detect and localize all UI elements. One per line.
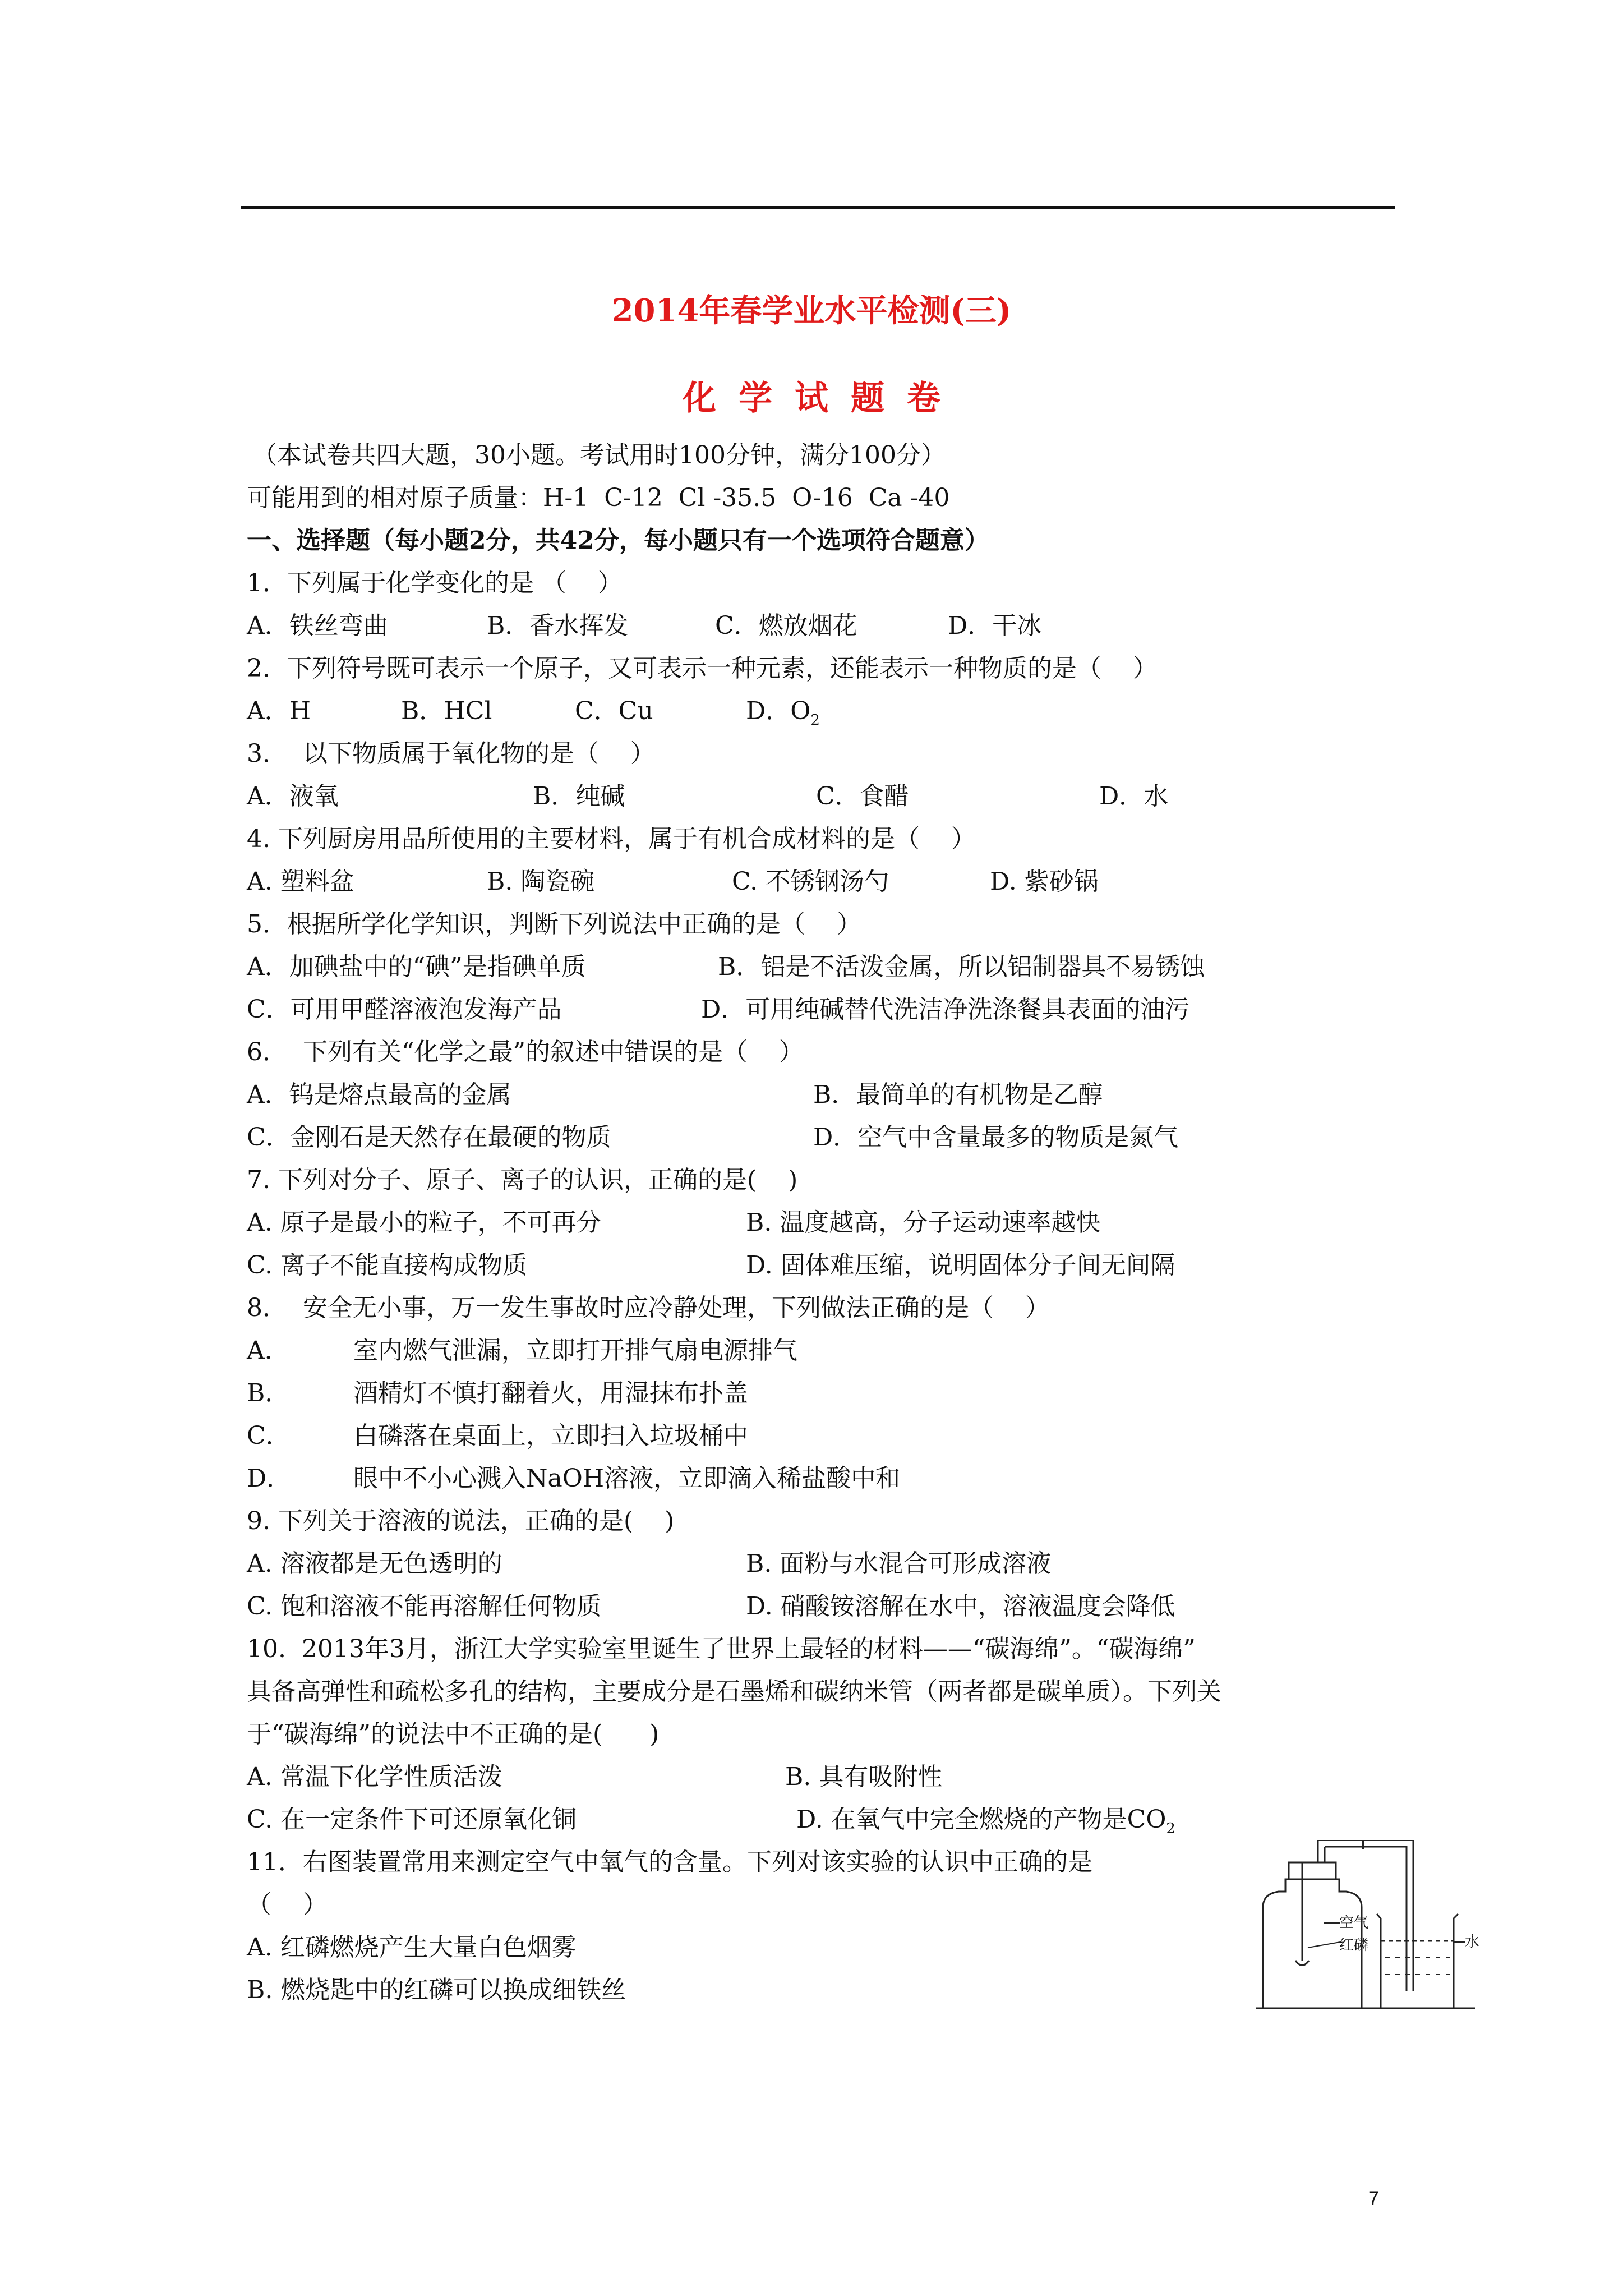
question-2: 2．下列符号既可表示一个原子，又可表示一种元素，还能表示一种物质的是（ ） — [247, 654, 1158, 683]
question-3: 3． 以下物质属于氧化物的是（ ） — [247, 739, 655, 768]
q6-option-b: B．最简单的有机物是乙醇 — [813, 1080, 1103, 1109]
q8-option-c-label: C． — [247, 1421, 291, 1450]
label-red-phosphorus: 红磷 — [1339, 1936, 1369, 1953]
question-11-line-1: 11．右图装置常用来测定空气中氧气的含量。下列对该实验的认识中正确的是 — [247, 1848, 1092, 1876]
q10-option-d: D. 在氧气中完全燃烧的产物是$CO_2$ — [796, 1805, 1175, 1837]
question-9: 9. 下列关于溶液的说法，正确的是( ) — [247, 1507, 675, 1535]
q10-option-a: A. 常温下化学性质活泼 — [247, 1763, 502, 1791]
question-5: 5．根据所学化学知识，判断下列说法中正确的是（ ） — [247, 910, 861, 938]
q5-option-b: B．铝是不活泼金属，所以铝制器具不易锈蚀 — [718, 953, 1205, 981]
q5-option-d: D．可用纯碱替代洗洁净洗涤餐具表面的油污 — [701, 995, 1190, 1024]
section-heading: 一、选择题（每小题2分，共42分，每小题只有一个选项符合题意） — [247, 526, 989, 555]
intro-text: （本试卷共四大题，30小题。考试用时100分钟，满分100分） — [252, 441, 946, 470]
page-number: 7 — [1368, 2188, 1379, 2209]
q8-option-b-label: B． — [247, 1379, 290, 1407]
question-4: 4. 下列厨房用品所使用的主要材料，属于有机合成材料的是（ ） — [247, 825, 976, 853]
page-title: 2014年春学业水平检测(三) — [611, 292, 1012, 329]
q7-option-c: C. 离子不能直接构成物质 — [247, 1251, 528, 1280]
q6-option-c: C．金刚石是天然存在最硬的物质 — [247, 1123, 611, 1152]
label-air: 空气 — [1339, 1914, 1369, 1931]
combustion-spoon-cup — [1295, 1961, 1309, 1966]
atomic-masses: 可能用到的相对原子质量：H-1 C-12 Cl -35.5 O-16 Ca -40 — [247, 484, 950, 512]
q7-option-a: A. 原子是最小的粒子，不可再分 — [247, 1208, 601, 1237]
question-10-line-1: 10. 2013年3月，浙江大学实验室里诞生了世界上最轻的材料——“碳海绵”。“碳海绵” — [247, 1635, 1196, 1663]
q8-option-a: 室内燃气泄漏，立即打开排气扇电源排气 — [353, 1336, 797, 1365]
q3-option-a: A．液氧 — [247, 782, 339, 811]
header-rule — [241, 206, 1395, 209]
q4-option-a: A. 塑料盆 — [247, 867, 354, 896]
q4-option-d: D. 紫砂锅 — [990, 867, 1099, 896]
rubber-stopper — [1289, 1862, 1336, 1879]
q9-option-a: A. 溶液都是无色透明的 — [247, 1549, 502, 1578]
q7-option-b: B. 温度越高，分子运动速率越快 — [746, 1208, 1101, 1237]
question-7: 7. 下列对分子、原子、离子的认识，正确的是( ) — [247, 1166, 798, 1194]
q5-option-a: A．加碘盐中的“碘”是指碘单质 — [247, 953, 586, 981]
q9-option-d: D. 硝酸铵溶解在水中，溶液温度会降低 — [746, 1592, 1175, 1621]
q6-option-a: A．钨是熔点最高的金属 — [247, 1080, 511, 1109]
q8-option-c: 白磷落在桌面上，立即扫入垃圾桶中 — [353, 1421, 748, 1450]
q3-option-d: D．水 — [1099, 782, 1169, 811]
label-water: 水 — [1465, 1933, 1480, 1950]
question-11-line-2: （ ） — [247, 1890, 328, 1919]
question-6: 6． 下列有关“化学之最”的叙述中错误的是（ ） — [247, 1038, 804, 1066]
q2-option-d: D．$O_2$ — [746, 697, 820, 729]
q3-option-b: B．纯碱 — [533, 782, 625, 811]
q8-option-a-label: A． — [247, 1336, 289, 1365]
question-10-line-3: 于“碳海绵”的说法中不正确的是( ) — [247, 1720, 660, 1749]
oxygen-measurement-apparatus-diagram — [1256, 1840, 1481, 2025]
question-1: 1．下列属于化学变化的是 （ ） — [247, 569, 623, 597]
q3-option-c: C．食醋 — [816, 782, 909, 811]
q2-option-c: C．Cu — [575, 697, 653, 725]
q2-option-a: A．H — [247, 697, 311, 725]
q9-option-c: C. 饱和溶液不能再溶解任何物质 — [247, 1592, 602, 1621]
q5-option-c: C．可用甲醛溶液泡发海产品 — [247, 995, 562, 1024]
q1-option-a: A．铁丝弯曲 — [247, 611, 388, 640]
q10-option-b: B. 具有吸附性 — [785, 1763, 943, 1791]
q4-option-c: C. 不锈钢汤勺 — [732, 867, 889, 896]
q11-option-b: B. 燃烧匙中的红磷可以换成细铁丝 — [247, 1976, 626, 2004]
question-8: 8． 安全无小事，万一发生事故时应冷静处理，下列做法正确的是（ ） — [247, 1294, 1050, 1322]
q1-option-b: B．香水挥发 — [487, 611, 629, 640]
beaker — [1377, 1914, 1458, 2008]
q1-option-c: C．燃放烟花 — [715, 611, 857, 640]
q8-option-d-label: D． — [247, 1464, 292, 1493]
q4-option-b: B. 陶瓷碗 — [487, 867, 595, 896]
q8-option-d: 眼中不小心溅入NaOH溶液，立即滴入稀盐酸中和 — [353, 1464, 901, 1493]
page-subtitle: 化学试题卷 — [683, 379, 963, 418]
q6-option-d: D．空气中含量最多的物质是氮气 — [813, 1123, 1179, 1152]
q8-option-b: 酒精灯不慎打翻着火，用湿抹布扑盖 — [353, 1379, 748, 1407]
question-10-line-2: 具备高弹性和疏松多孔的结构，主要成分是石墨烯和碳纳米管（两者都是碳单质）。下列关 — [247, 1677, 1221, 1706]
q10-option-c: C. 在一定条件下可还原氧化铜 — [247, 1805, 577, 1834]
q11-option-a: A. 红磷燃烧产生大量白色烟雾 — [247, 1933, 577, 1962]
q1-option-d: D．干冰 — [948, 611, 1042, 640]
q7-option-d: D. 固体难压缩，说明固体分子间无间隔 — [746, 1251, 1175, 1280]
q2-option-b: B．HCl — [401, 697, 492, 725]
q9-option-b: B. 面粉与水混合可形成溶液 — [746, 1549, 1052, 1578]
